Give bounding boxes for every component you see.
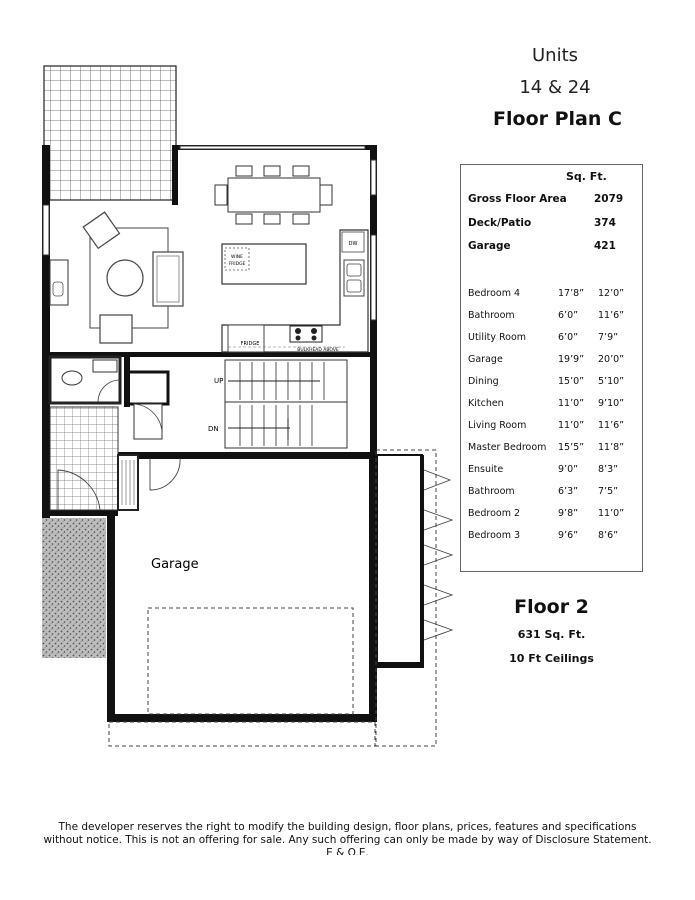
room-dimension: 11’0”	[558, 398, 585, 409]
room-dimension: 11’6”	[598, 310, 625, 321]
room-name: Bedroom 2	[468, 508, 521, 519]
room-row	[468, 508, 638, 522]
closets	[124, 352, 168, 439]
dining-table	[215, 166, 332, 224]
area-label: Deck/Patio	[468, 217, 532, 229]
staircase	[225, 360, 347, 448]
garage-label: Garage	[151, 557, 199, 572]
room-name: Kitchen	[468, 398, 504, 409]
room-dimension: 11’0”	[558, 420, 585, 431]
side-storage	[376, 450, 452, 746]
room-dimension: 11’6”	[598, 420, 625, 431]
area-row	[468, 193, 636, 207]
svg-text:WINE: WINE	[231, 255, 243, 260]
floor-sqft: 631 Sq. Ft.	[517, 628, 586, 641]
area-value: 421	[594, 240, 616, 252]
room-row	[468, 376, 638, 390]
room-name: Living Room	[468, 420, 527, 431]
room-row	[468, 398, 638, 412]
room-dimension: 11’8”	[598, 442, 625, 453]
room-dimension: 7’5”	[598, 486, 619, 497]
disclaimer	[30, 821, 665, 855]
room-name: Master Bedroom	[468, 442, 547, 453]
room-row	[468, 486, 638, 500]
room-name: Bathroom	[468, 486, 515, 497]
room-dimension: 6’0”	[558, 310, 579, 321]
room-row	[468, 442, 638, 456]
floor-ceilings: 10 Ft Ceilings	[509, 652, 594, 665]
room-row	[468, 332, 638, 346]
units-label: Units	[531, 45, 579, 66]
sqft-column-header: Sq. Ft.	[566, 170, 607, 183]
room-name: Dining	[468, 376, 499, 387]
area-row	[468, 217, 636, 231]
svg-text:FRIDGE: FRIDGE	[228, 262, 246, 267]
room-dimension: 20’0”	[598, 354, 625, 365]
gravel-area	[42, 518, 106, 658]
plan-title: Floor Plan C	[493, 108, 622, 130]
room-row	[468, 288, 638, 302]
room-dimension: 8’6”	[598, 530, 619, 541]
room-name: Bedroom 3	[468, 530, 521, 541]
room-dimension: 9’10”	[598, 398, 625, 409]
room-row	[468, 420, 638, 434]
room-name: Ensuite	[468, 464, 504, 475]
area-table	[460, 164, 643, 572]
area-value: 2079	[594, 193, 624, 205]
room-dimension: 8’3”	[598, 464, 619, 475]
room-dimension: 7’9”	[598, 332, 619, 343]
room-dimension: 9’0”	[558, 464, 579, 475]
room-dimension: 19’9”	[558, 354, 585, 365]
floor-name: Floor 2	[514, 596, 589, 618]
room-dimension: 9’8”	[558, 508, 579, 519]
room-dimension: 17’8”	[558, 288, 585, 299]
svg-text:DW: DW	[348, 241, 358, 247]
room-dimension: 12’0”	[598, 288, 625, 299]
room-dimension: 9’6”	[558, 530, 579, 541]
room-name: Bathroom	[468, 310, 515, 321]
area-row	[468, 240, 636, 254]
room-name: Bedroom 4	[468, 288, 521, 299]
deck	[44, 66, 176, 200]
svg-text:BULKHEAD ABOVE: BULKHEAD ABOVE	[297, 348, 339, 353]
room-dimension: 11’0”	[598, 508, 625, 519]
room-row	[468, 354, 638, 368]
living-area	[83, 212, 183, 343]
area-value: 374	[594, 217, 616, 229]
room-row	[468, 464, 638, 478]
room-name: Utility Room	[468, 332, 527, 343]
unit-numbers: 14 & 24	[519, 77, 591, 98]
room-name: Garage	[468, 354, 503, 365]
kitchen	[222, 230, 368, 353]
room-dimension: 5’10”	[598, 376, 625, 387]
garage	[107, 452, 377, 746]
room-dimension: 15’0”	[558, 376, 585, 387]
disclaimer-line: without notice. This is not an offering for sale. Any such offering can only be made by way of Disclosure Statement.	[43, 834, 652, 846]
room-dimension: 6’3”	[558, 486, 579, 497]
area-label: Garage	[468, 240, 511, 252]
room-dimension: 6’0”	[558, 332, 579, 343]
svg-text:FRIDGE: FRIDGE	[240, 341, 260, 347]
stairs-down-label: DN	[208, 425, 219, 433]
room-dimension: 15’5”	[558, 442, 585, 453]
room-row	[468, 530, 638, 544]
stairs-up-label: UP	[214, 377, 224, 385]
disclaimer-line: The developer reserves the right to modify the building design, floor plans, prices, features and specifications	[58, 821, 637, 833]
disclaimer-line: E & O.E.	[326, 847, 369, 855]
room-row	[468, 310, 638, 324]
area-label: Gross Floor Area	[468, 193, 567, 205]
